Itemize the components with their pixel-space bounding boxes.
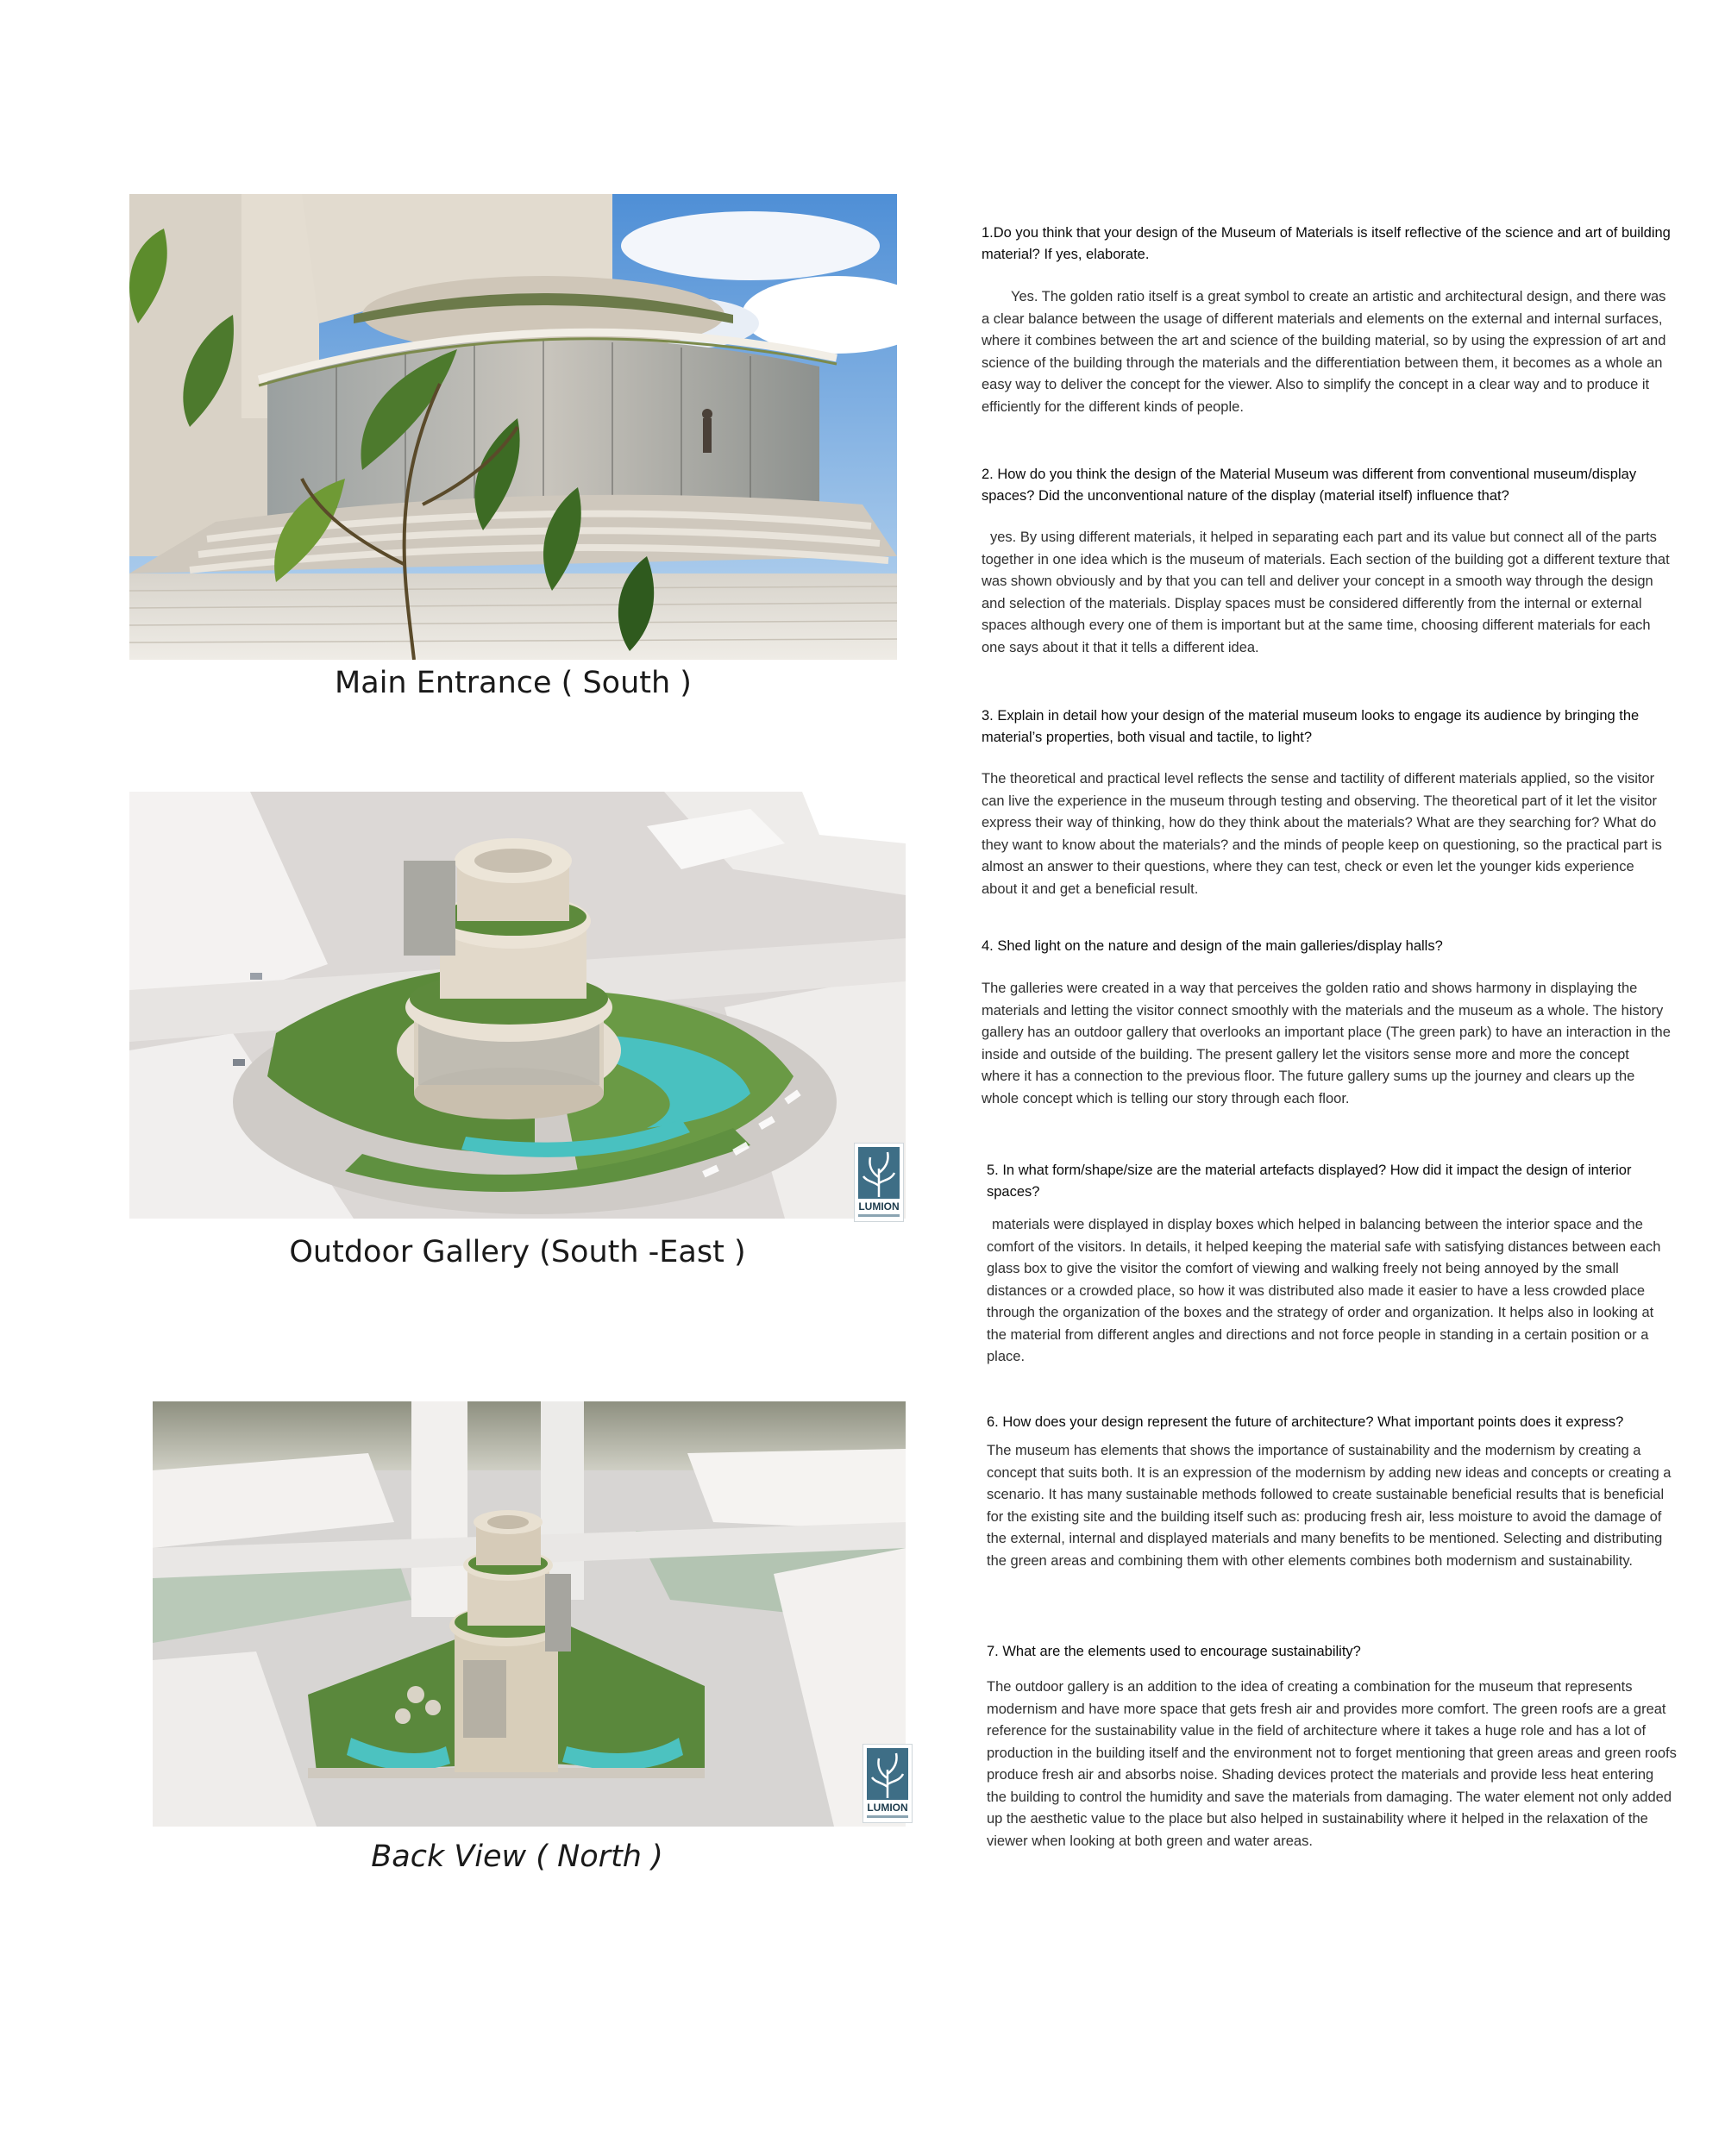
answer-2: yes. By using different materials, it helped in separating each part and its value but connect all of the parts together in one idea which is the museum of materials. Each section of the building got a different texture that was shown obviously and by that you can tell and deliver your concept in a smooth way through the design and selection of the materials. Display spaces must be considered differently from the internal or external spaces although every one of them is important but at the same time, choosing different materials for each one says about it that it tells a different idea. <box>982 530 1670 655</box>
answer-4: The galleries were created in a way that perceives the golden ratio and shows harmony in displaying the materials and letting the visitor connect smoothly with the materials and the museum as a whole. The history gallery has an outdoor gallery that overlooks an important place (The green park) to have an interaction in the inside and outside of the building. The present gallery let the visitors sense more and more the concept where it has a connection to the previous floor. The future gallery sums up the journey and clears up the whole concept which is telling our story through each floor. <box>982 981 1671 1106</box>
answer-1: Yes. The golden ratio itself is a great symbol to create an artistic and architectural design, and there was a clear balance between the usage of different materials and elements on the external and internal surfaces, where it combines between the art and science of the building material, so by using the expression of art and science of the building through the materials and the differentiation between them, it becomes as a whole an easy way to deliver the concept for the viewer. Also to simplify the concept in a clear way and to produce it efficiently for the different kinds of people. <box>982 289 1666 415</box>
question-7: 7. What are the elements used to encourage sustainability? <box>987 1644 1361 1659</box>
question-3: 3. Explain in detail how your design of the material museum looks to engage its audience by bringing the material’s properties, both visual and tactile, to light? <box>982 708 1640 745</box>
figure-caption-back-view: Back View ( North ) <box>371 1839 663 1874</box>
answer-7: The outdoor gallery is an addition to the idea of creating a combination for the museum that represents modernism and have more space that gets fresh air and provides more comfort. The green roofs are a great reference for the sustainability value in the field of architecture where it takes a huge role and has a lot of production in the building itself and the environment not to forget mentioning that green areas and green roofs produce fresh air and absorbs noise. Shading devices protect the materials and provide less heat entering the building to control the humidity and save the materials from damaging. The water element not only added up the aesthetic value to the place but also helped in sustainability where it helped in the relaxation of the viewer when looking at both green and water areas. <box>987 1679 1677 1849</box>
back-view-render <box>153 1401 906 1827</box>
answer-3: The theoretical and practical level reflects the sense and tactility of different materials applied, so the visitor can live the experience in the museum through testing and observing. The theoretical part of it let the visitor express their way of thinking, how do they think about the materials? What are they searching for? What do they want to know about the materials? and the minds of people keep on questioning, so the practical part is almost an answer to their questions, where they can test, check or even let the younger kids experience about it and get a beneficial result. <box>982 771 1662 897</box>
answer-5: materials were displayed in display boxes which helped in balancing between the interior space and the comfort of the visitors. In details, it helped keeping the material safe with satisfying distances between each glass box to give the visitor the comfort of viewing and walking freely not being annoyed by the small distances or a crowded place, so how it was distributed also made it easier to have a less crowded place through the organization of the boxes and the strategy of order and organization. It helps also in looking at the material from different angles and directions and not force people in standing in a certain position or a place. <box>987 1217 1661 1364</box>
outdoor-gallery-render <box>129 792 906 1219</box>
lumion-watermark-logo: LUMION <box>854 1143 904 1222</box>
main-entrance-render <box>129 194 897 660</box>
question-1: 1.Do you think that your design of the Museum of Materials is itself reflective of the science and art of building material? If yes, elaborate. <box>982 225 1671 262</box>
figure-caption-outdoor-gallery: Outdoor Gallery (South -East ) <box>289 1235 746 1269</box>
answer-6: The museum has elements that shows the importance of sustainability and the modernism by creating a concept that suits both. It is an expression of the modernism by adding new ideas and concepts or creating a scenario. It has many sustainable methods followed to create sustainable beneficial results that is beneficial for the existing site and the building itself such as: producing fresh air, less moisture to avoid the damage of the external, internal and displayed materials and many benefits to be mentioned. Selecting and distributing the green areas and combining them with other elements combines both modernism and sustainability. <box>987 1443 1672 1569</box>
question-5: 5. In what form/shape/size are the material artefacts displayed? How did it impact the design of interior spaces? <box>987 1163 1632 1200</box>
question-6: 6. How does your design represent the future of architecture? What important points does it express? <box>987 1414 1624 1430</box>
lumion-watermark-logo-back: LUMION <box>862 1744 913 1823</box>
question-2: 2. How do you think the design of the Material Museum was different from conventional museum/display spaces? Did the unconventional nature of the display (material itself) influence that? <box>982 467 1637 504</box>
question-4: 4. Shed light on the nature and design of the main galleries/display halls? <box>982 938 1443 954</box>
figure-caption-main-entrance: Main Entrance ( South ) <box>335 666 692 700</box>
